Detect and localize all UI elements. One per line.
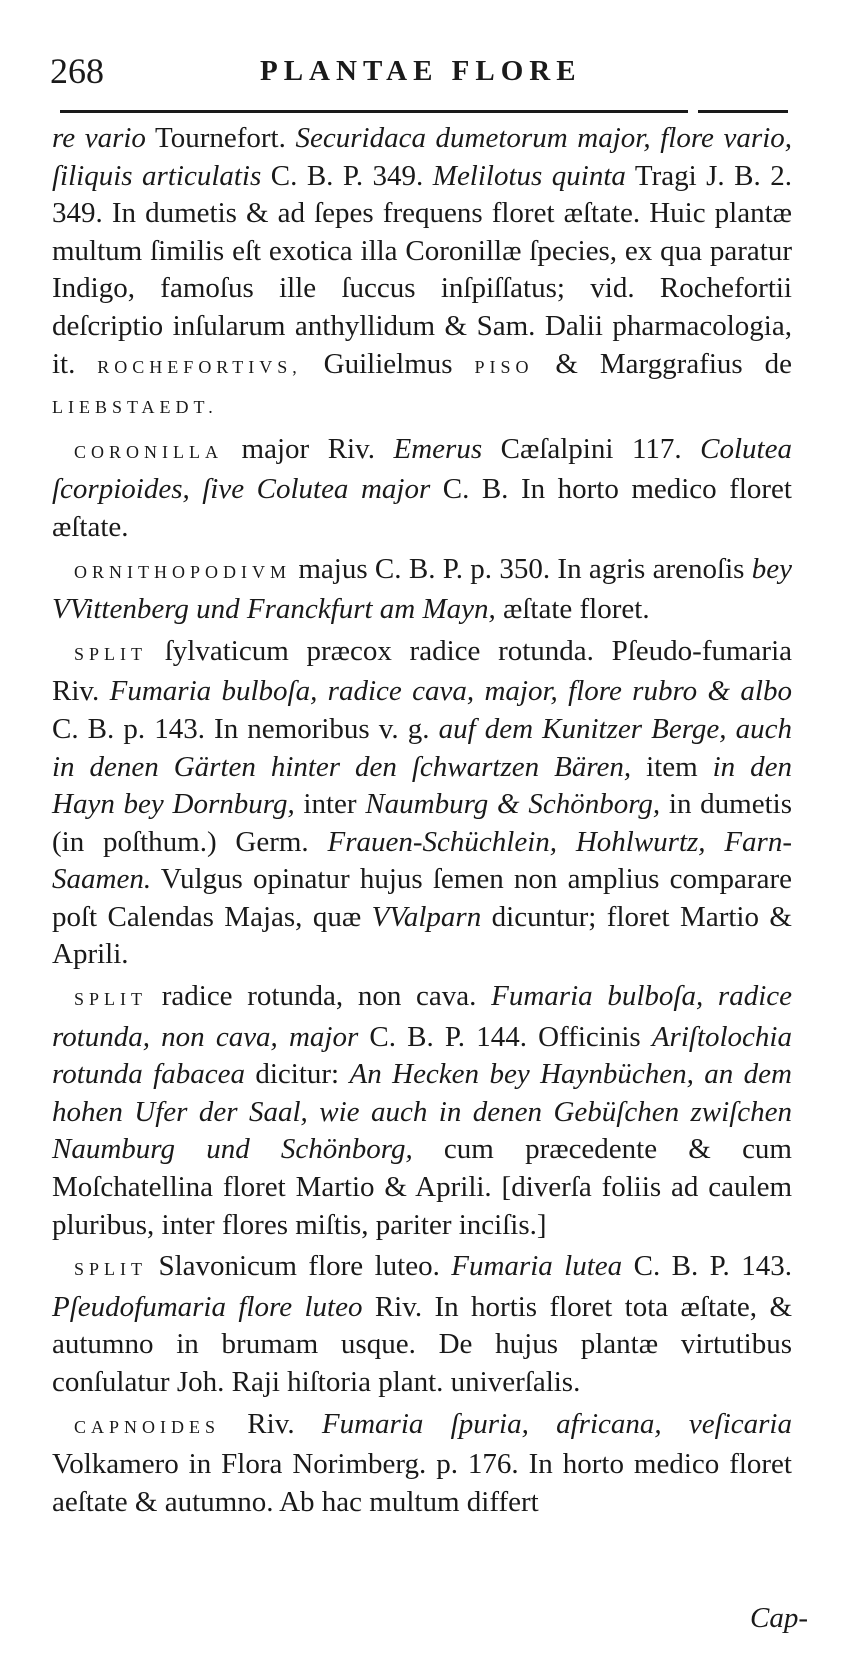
text-run: Riv. In hortis floret tota æſtate, & autumno in brumam usque. De hujus plantæ virtutibus conſulatur Joh. Raji hiſtoria plant. univerſalis. — [52, 1290, 792, 1398]
italic-run: Ariſtolochia rotunda fabacea — [52, 1020, 792, 1091]
italic-run: in den Hayn bey Dornburg, — [52, 750, 792, 821]
italic-run: Pſeudofumaria flore luteo — [52, 1290, 363, 1323]
text-run: Slavonicum flore luteo. — [147, 1250, 452, 1283]
italic-run: auf dem Kunitzer Berge, auch in denen Gärten hinter den ſchwartzen Bären, — [52, 712, 793, 783]
italic-run: VValparn — [371, 900, 482, 933]
running-title: PLANTAE FLORE — [260, 55, 582, 87]
text-run: æſtate floret. — [495, 593, 650, 626]
italic-run: Fumaria bulboſa, radice rotunda, non cava, major — [52, 980, 793, 1053]
text-run: Riv. — [220, 1407, 322, 1440]
text-run: dicuntur; floret Martio & Aprili. — [52, 900, 792, 971]
small-caps-run: CAPNOIDES — [74, 1416, 221, 1437]
italic-run: Fumaria ſpuria, africana, veſicaria — [321, 1407, 792, 1440]
text-run: inter — [294, 788, 366, 821]
italic-run: re vario — [52, 122, 146, 154]
text-run: major Riv. — [223, 432, 394, 465]
small-caps-run: LIEBSTAEDT. — [52, 397, 218, 418]
paragraph — [52, 431, 792, 547]
text-run: in dumetis (in poſthum.) Germ. — [52, 788, 792, 858]
italic-run: Naumburg & Schönborg, — [365, 788, 661, 821]
italic-run: Emerus — [393, 432, 483, 465]
page-number: 268 — [50, 51, 104, 91]
text-run: C. B. P. 143. — [622, 1250, 792, 1283]
text-run: Guilielmus — [301, 347, 475, 380]
paragraph — [52, 633, 792, 974]
text-run: C. B. p. 143. In nemoribus v. g. — [52, 712, 439, 745]
paragraph — [52, 1406, 792, 1522]
text-run: ſylvaticum præcox radice rotunda. Pſeudo-fumaria Riv. — [52, 634, 792, 708]
page-header — [50, 48, 810, 94]
body-text — [52, 120, 792, 1521]
paragraph — [52, 1248, 792, 1401]
italic-run: Securidaca dumetorum major, flore vario, ſiliquis articulatis — [52, 122, 792, 192]
text-run: Tournefort. — [145, 122, 296, 154]
italic-run: Fumaria bulboſa, radice cava, major, flore rubro & albo — [109, 675, 792, 708]
italic-run: bey VVittenberg und Franckfurt am Mayn, — [52, 552, 792, 626]
small-caps-run: CORONILLA — [74, 441, 223, 462]
text-run: cum præcedente & cum Moſchatellina floret Martio & Aprili. [diverſa foliis ad caulem pluribus, inter flores miſtis, pariter inciſis.] — [52, 1133, 792, 1241]
italic-run: Colutea ſcorpioides, ſive Colutea major — [52, 432, 792, 506]
italic-run: An Hecken bey Haynbüchen, an dem hohen Ufer der Saal, wie auch in denen Gebüſchen zwiſchen Naumburg und Schönborg, — [52, 1058, 792, 1166]
italic-run: Melilotus quinta — [432, 159, 626, 192]
small-caps-run: SPLIT — [74, 989, 148, 1010]
italic-run: Fumaria lutea — [451, 1250, 623, 1283]
small-caps-run: SPLIT — [74, 643, 148, 664]
text-run: radice rotunda, non cava. — [147, 980, 492, 1013]
small-caps-run: ORNITHOPODIVM — [74, 561, 291, 582]
paragraph — [52, 551, 792, 629]
text-run: dicitur: — [244, 1058, 350, 1091]
header-rule-right — [698, 110, 788, 113]
text-run: & Marggrafius de — [533, 347, 793, 380]
paragraph — [52, 120, 792, 427]
text-run: Volkamero in Flora Norimberg. p. 176. In horto medico floret aeſtate & autumno. Ab hac multum differt — [52, 1448, 792, 1518]
text-run: majus C. B. P. p. 350. In agris arenoſis — [291, 552, 752, 585]
paragraph — [52, 978, 792, 1244]
small-caps-run: PISO — [474, 356, 534, 377]
text-run: Cæſalpini 117. — [482, 432, 701, 465]
text-run: Tragi J. B. 2. 349. In dumetis & ad ſepes frequens floret æſtate. Huic plantæ multum ſimilis eſt exotica illa Coronillæ ſpecies, ex qua paratur Indigo, famoſus ille ſuccus inſpiſſatus; vid. Rochefortii deſcriptio inſularum anthyllidum & Sam. Dalii pharmacologia, it. — [52, 159, 792, 380]
text-run: C. B. In horto medico floret æſtate. — [52, 473, 792, 543]
text-run: item — [631, 750, 713, 783]
header-rule-left — [60, 110, 688, 113]
small-caps-run: SPLIT — [74, 1259, 148, 1280]
catchword: Cap- — [750, 1602, 808, 1634]
text-run: Vulgus opinatur hujus ſemen non amplius comparare poſt Calendas Majas, quæ — [52, 863, 792, 933]
text-run: C. B. P. 349. — [261, 159, 433, 192]
small-caps-run: ROCHEFORTIVS, — [97, 356, 302, 377]
text-run: C. B. P. 144. Officinis — [358, 1020, 652, 1053]
italic-run: Frauen-Schüchlein, Hohlwurtz, Farn-Saamen. — [52, 825, 792, 896]
